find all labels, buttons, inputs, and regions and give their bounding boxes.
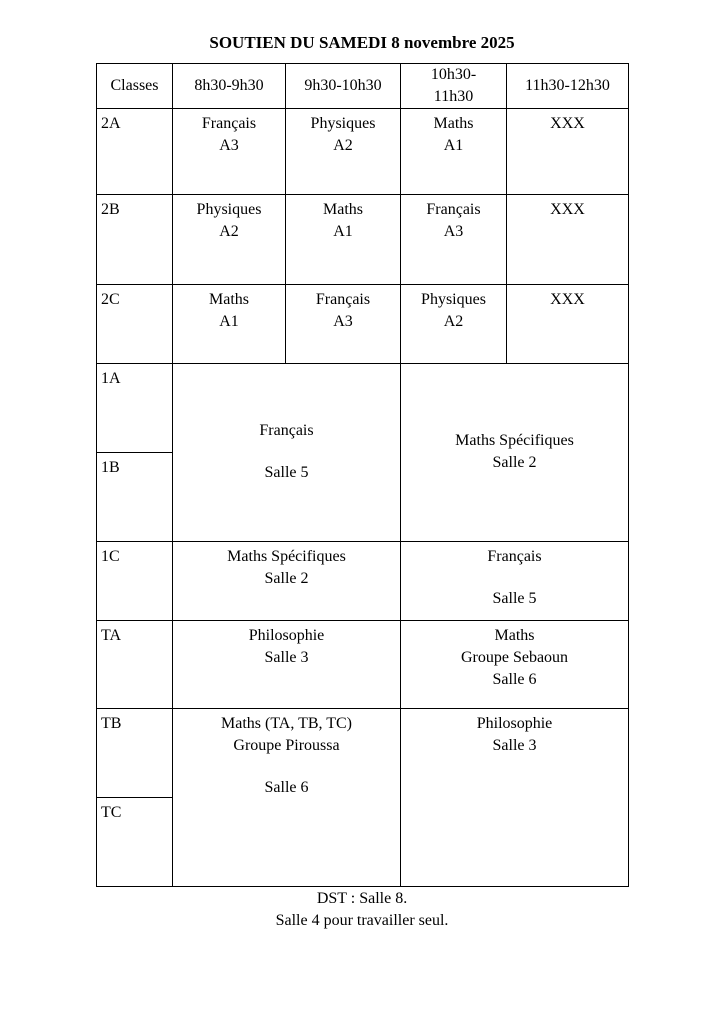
subject: Physiques	[196, 201, 262, 219]
table-row	[97, 621, 629, 708]
subject: Philosophie	[248, 627, 325, 645]
subject: Français	[426, 201, 481, 219]
class-cell	[97, 452, 173, 541]
subject: Maths Spécifiques	[455, 432, 574, 450]
group: Groupe Sebaoun	[460, 649, 569, 667]
class-cell	[97, 284, 173, 363]
room: A1	[443, 137, 464, 155]
table-row	[97, 109, 629, 195]
slot-cell	[401, 195, 507, 284]
subject: XXX	[550, 290, 585, 308]
class-label: 1A	[101, 369, 121, 387]
class-label: 2C	[101, 290, 120, 308]
class-label: TB	[101, 714, 122, 732]
slot-cell	[401, 109, 507, 195]
subject: XXX	[550, 201, 585, 219]
class-label: 1B	[101, 458, 120, 476]
slot-cell-merged	[173, 542, 401, 621]
room: Salle 3	[264, 649, 309, 667]
subject: Physiques	[421, 290, 486, 308]
slot-cell	[173, 195, 286, 284]
subject: Maths (TA, TB, TC)	[220, 714, 352, 732]
subject: Maths	[323, 201, 363, 219]
room: Salle 6	[264, 778, 309, 796]
footer-notes	[0, 888, 724, 932]
class-cell	[97, 109, 173, 195]
slot-cell-merged	[401, 363, 629, 541]
room: Salle 5	[492, 590, 537, 608]
subject: Philosophie	[476, 714, 553, 732]
slot-cell-merged	[173, 708, 401, 887]
slot-cell	[173, 284, 286, 363]
footer-line-salle4: Salle 4 pour travailler seul.	[275, 912, 449, 929]
subject: XXX	[550, 115, 585, 133]
slot-cell-merged	[401, 708, 629, 887]
table-row	[97, 542, 629, 621]
room: Salle 6	[492, 671, 537, 689]
header-10h30-line2: 11h30	[433, 88, 474, 106]
slot-cell-merged	[401, 621, 629, 708]
slot-cell	[401, 284, 507, 363]
room: A2	[219, 223, 239, 241]
table-row	[97, 708, 629, 797]
table-row	[97, 363, 629, 452]
room: A1	[219, 312, 239, 330]
room: Salle 5	[264, 464, 309, 482]
subject: Physiques	[310, 115, 376, 133]
class-label: 1C	[101, 548, 120, 566]
slot-cell	[173, 109, 286, 195]
class-label: 2B	[101, 201, 120, 219]
page-title: SOUTIEN DU SAMEDI 8 novembre 2025	[209, 33, 515, 52]
header-row	[97, 64, 629, 109]
class-label: 2A	[101, 115, 121, 133]
class-cell	[97, 797, 173, 886]
slot-cell	[507, 284, 629, 363]
footer-line-dst: DST : Salle 8.	[316, 890, 408, 907]
slot-cell	[507, 195, 629, 284]
slot-cell	[507, 109, 629, 195]
header-8h30: 8h30-9h30	[173, 64, 286, 109]
class-label: TA	[101, 627, 122, 645]
subject: Maths	[494, 627, 535, 645]
class-cell	[97, 363, 173, 452]
table-row	[97, 195, 629, 284]
room: Salle 2	[492, 454, 537, 472]
room: Salle 3	[492, 736, 537, 754]
subject: Français	[259, 422, 314, 440]
slot-cell-merged	[173, 621, 401, 708]
header-10h30-line1: 10h30-	[430, 66, 477, 84]
room: A2	[443, 312, 464, 330]
schedule-table	[96, 63, 629, 887]
subject: Français	[487, 548, 542, 566]
header-11h30: 11h30-12h30	[507, 64, 629, 109]
slot-cell-merged	[173, 363, 401, 541]
class-cell	[97, 542, 173, 621]
subject: Maths Spécifiques	[227, 548, 346, 566]
slot-cell	[286, 195, 401, 284]
room: A3	[443, 223, 464, 241]
slot-cell	[286, 109, 401, 195]
table-row	[97, 284, 629, 363]
header-10h30	[401, 64, 507, 109]
room: A1	[333, 223, 353, 241]
class-cell	[97, 621, 173, 708]
subject: Français	[201, 115, 257, 133]
room: A3	[333, 312, 353, 330]
room: Salle 2	[264, 570, 309, 588]
header-9h30: 9h30-10h30	[286, 64, 401, 109]
group: Groupe Piroussa	[233, 736, 340, 754]
slot-cell	[286, 284, 401, 363]
subject: Maths	[209, 290, 249, 308]
room: A2	[333, 137, 353, 155]
header-classes: Classes	[97, 64, 173, 109]
slot-cell-merged	[401, 542, 629, 621]
subject: Français	[315, 290, 371, 308]
class-cell	[97, 195, 173, 284]
class-cell	[97, 708, 173, 797]
class-label: TC	[101, 803, 122, 821]
room: A3	[219, 137, 239, 155]
subject: Maths	[433, 115, 474, 133]
